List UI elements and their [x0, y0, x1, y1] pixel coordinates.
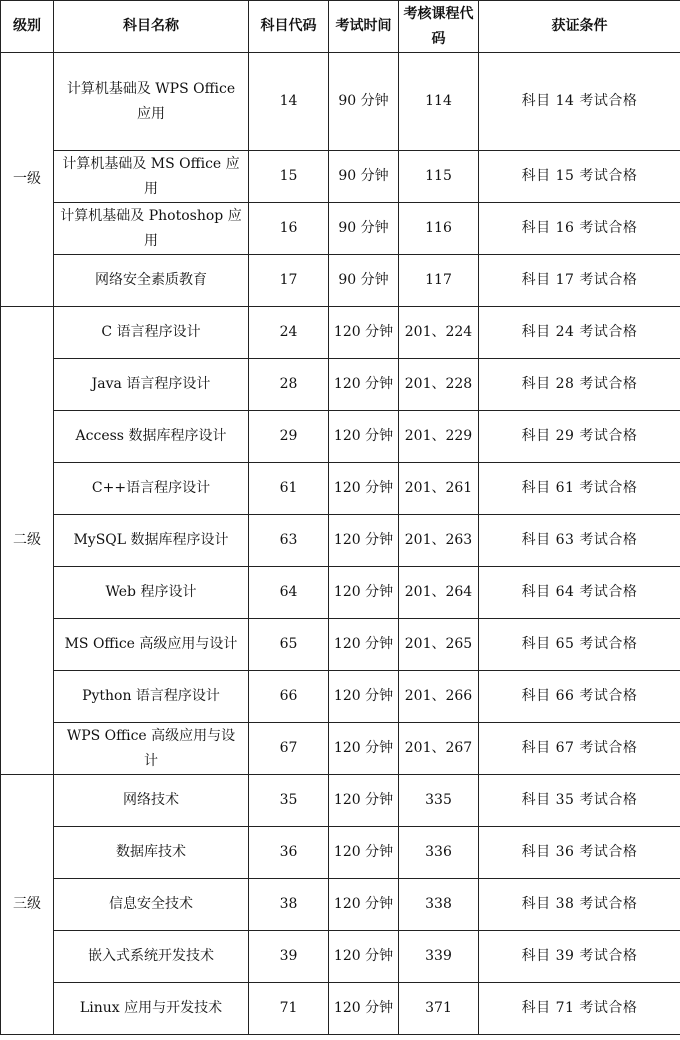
table-row: [1, 515, 680, 567]
course-code-cell: 115: [399, 151, 479, 203]
certificate-condition-cell: 科目 24 考试合格: [479, 307, 680, 359]
table-row: [1, 671, 680, 723]
certificate-condition-cell: 科目 65 考试合格: [479, 619, 680, 671]
certificate-condition-cell: 科目 71 考试合格: [479, 983, 680, 1035]
certificate-condition-cell: 科目 14 考试合格: [479, 53, 680, 151]
table-row: [1, 619, 680, 671]
certificate-condition-cell: 科目 15 考试合格: [479, 151, 680, 203]
table-row: [1, 307, 680, 359]
header-subject-code: 科目代码: [249, 1, 329, 53]
subject-code-cell: 24: [249, 307, 329, 359]
exam-time-cell: 120 分钟: [329, 775, 399, 827]
subject-code-cell: 29: [249, 411, 329, 463]
course-code-cell: 335: [399, 775, 479, 827]
course-code-cell: 201、264: [399, 567, 479, 619]
course-code-cell: 339: [399, 931, 479, 983]
certificate-condition-cell: 科目 67 考试合格: [479, 723, 680, 775]
subject-code-cell: 66: [249, 671, 329, 723]
exam-time-cell: 120 分钟: [329, 359, 399, 411]
course-code-cell: 114: [399, 53, 479, 151]
certificate-condition-cell: 科目 38 考试合格: [479, 879, 680, 931]
subject-name-cell: 嵌入式系统开发技术: [54, 931, 249, 983]
table-row: [1, 827, 680, 879]
certificate-condition-cell: 科目 39 考试合格: [479, 931, 680, 983]
exam-time-cell: 120 分钟: [329, 307, 399, 359]
subject-name-cell: Web 程序设计: [54, 567, 249, 619]
table-row: [1, 151, 680, 203]
exam-time-cell: 120 分钟: [329, 567, 399, 619]
subject-name-cell: 数据库技术: [54, 827, 249, 879]
subject-code-cell: 14: [249, 53, 329, 151]
subject-code-cell: 61: [249, 463, 329, 515]
certificate-condition-cell: 科目 64 考试合格: [479, 567, 680, 619]
exam-time-cell: 90 分钟: [329, 151, 399, 203]
subject-code-cell: 35: [249, 775, 329, 827]
certificate-condition-cell: 科目 66 考试合格: [479, 671, 680, 723]
course-code-cell: 201、224: [399, 307, 479, 359]
certificate-condition-cell: 科目 61 考试合格: [479, 463, 680, 515]
exam-time-cell: 90 分钟: [329, 53, 399, 151]
course-code-cell: 338: [399, 879, 479, 931]
course-code-cell: 201、265: [399, 619, 479, 671]
subject-name-cell: 计算机基础及 WPS Office 应用: [54, 53, 249, 151]
header-row: [1, 1, 680, 53]
subject-name-cell: 信息安全技术: [54, 879, 249, 931]
certificate-condition-cell: 科目 28 考试合格: [479, 359, 680, 411]
table-row: [1, 255, 680, 307]
subject-name-cell: 网络技术: [54, 775, 249, 827]
exam-time-cell: 120 分钟: [329, 723, 399, 775]
exam-time-cell: 120 分钟: [329, 619, 399, 671]
course-code-cell: 117: [399, 255, 479, 307]
subject-name-cell: C++语言程序设计: [54, 463, 249, 515]
subject-name-cell: 计算机基础及 Photoshop 应用: [54, 203, 249, 255]
subject-code-cell: 17: [249, 255, 329, 307]
certificate-condition-cell: 科目 63 考试合格: [479, 515, 680, 567]
subject-name-cell: 网络安全素质教育: [54, 255, 249, 307]
table-header: [1, 1, 680, 53]
subject-code-cell: 38: [249, 879, 329, 931]
certificate-condition-cell: 科目 16 考试合格: [479, 203, 680, 255]
certificate-condition-cell: 科目 35 考试合格: [479, 775, 680, 827]
table-row: [1, 567, 680, 619]
subject-code-cell: 63: [249, 515, 329, 567]
course-code-cell: 371: [399, 983, 479, 1035]
subject-name-cell: C 语言程序设计: [54, 307, 249, 359]
header-level: 级别: [1, 1, 54, 53]
subject-code-cell: 16: [249, 203, 329, 255]
course-code-cell: 201、261: [399, 463, 479, 515]
table-row: [1, 983, 680, 1035]
table-row: [1, 411, 680, 463]
exam-time-cell: 90 分钟: [329, 203, 399, 255]
subject-name-cell: MySQL 数据库程序设计: [54, 515, 249, 567]
subject-code-cell: 64: [249, 567, 329, 619]
exam-time-cell: 120 分钟: [329, 515, 399, 567]
level-cell: 三级: [1, 775, 54, 1035]
subject-code-cell: 36: [249, 827, 329, 879]
subject-code-cell: 65: [249, 619, 329, 671]
exam-time-cell: 120 分钟: [329, 931, 399, 983]
level-cell: 一级: [1, 53, 54, 307]
subject-name-cell: Access 数据库程序设计: [54, 411, 249, 463]
certificate-condition-cell: 科目 29 考试合格: [479, 411, 680, 463]
table-row: [1, 775, 680, 827]
header-course-code: 考核课程代码: [399, 1, 479, 53]
subject-code-cell: 28: [249, 359, 329, 411]
level-cell: 二级: [1, 307, 54, 775]
subject-code-cell: 71: [249, 983, 329, 1035]
subject-code-cell: 15: [249, 151, 329, 203]
table-row: [1, 879, 680, 931]
exam-time-cell: 90 分钟: [329, 255, 399, 307]
table-row: [1, 931, 680, 983]
subject-name-cell: Linux 应用与开发技术: [54, 983, 249, 1035]
subject-name-cell: Python 语言程序设计: [54, 671, 249, 723]
header-subject-name: 科目名称: [54, 1, 249, 53]
table-row: [1, 53, 680, 151]
course-code-cell: 116: [399, 203, 479, 255]
header-exam-time: 考试时间: [329, 1, 399, 53]
exam-time-cell: 120 分钟: [329, 879, 399, 931]
course-code-cell: 201、263: [399, 515, 479, 567]
course-code-cell: 201、229: [399, 411, 479, 463]
subject-name-cell: Java 语言程序设计: [54, 359, 249, 411]
exam-time-cell: 120 分钟: [329, 463, 399, 515]
exam-time-cell: 120 分钟: [329, 671, 399, 723]
table-row: [1, 359, 680, 411]
course-code-cell: 336: [399, 827, 479, 879]
certificate-condition-cell: 科目 36 考试合格: [479, 827, 680, 879]
table-row: [1, 723, 680, 775]
table-row: [1, 203, 680, 255]
subject-name-cell: WPS Office 高级应用与设计: [54, 723, 249, 775]
course-code-cell: 201、228: [399, 359, 479, 411]
subject-name-cell: MS Office 高级应用与设计: [54, 619, 249, 671]
table-row: [1, 463, 680, 515]
exam-time-cell: 120 分钟: [329, 827, 399, 879]
subject-name-cell: 计算机基础及 MS Office 应用: [54, 151, 249, 203]
header-certificate-condition: 获证条件: [479, 1, 680, 53]
table-body: [1, 53, 680, 1035]
subject-code-cell: 67: [249, 723, 329, 775]
subject-code-cell: 39: [249, 931, 329, 983]
exam-time-cell: 120 分钟: [329, 411, 399, 463]
course-code-cell: 201、266: [399, 671, 479, 723]
exam-time-cell: 120 分钟: [329, 983, 399, 1035]
certificate-condition-cell: 科目 17 考试合格: [479, 255, 680, 307]
course-code-cell: 201、267: [399, 723, 479, 775]
